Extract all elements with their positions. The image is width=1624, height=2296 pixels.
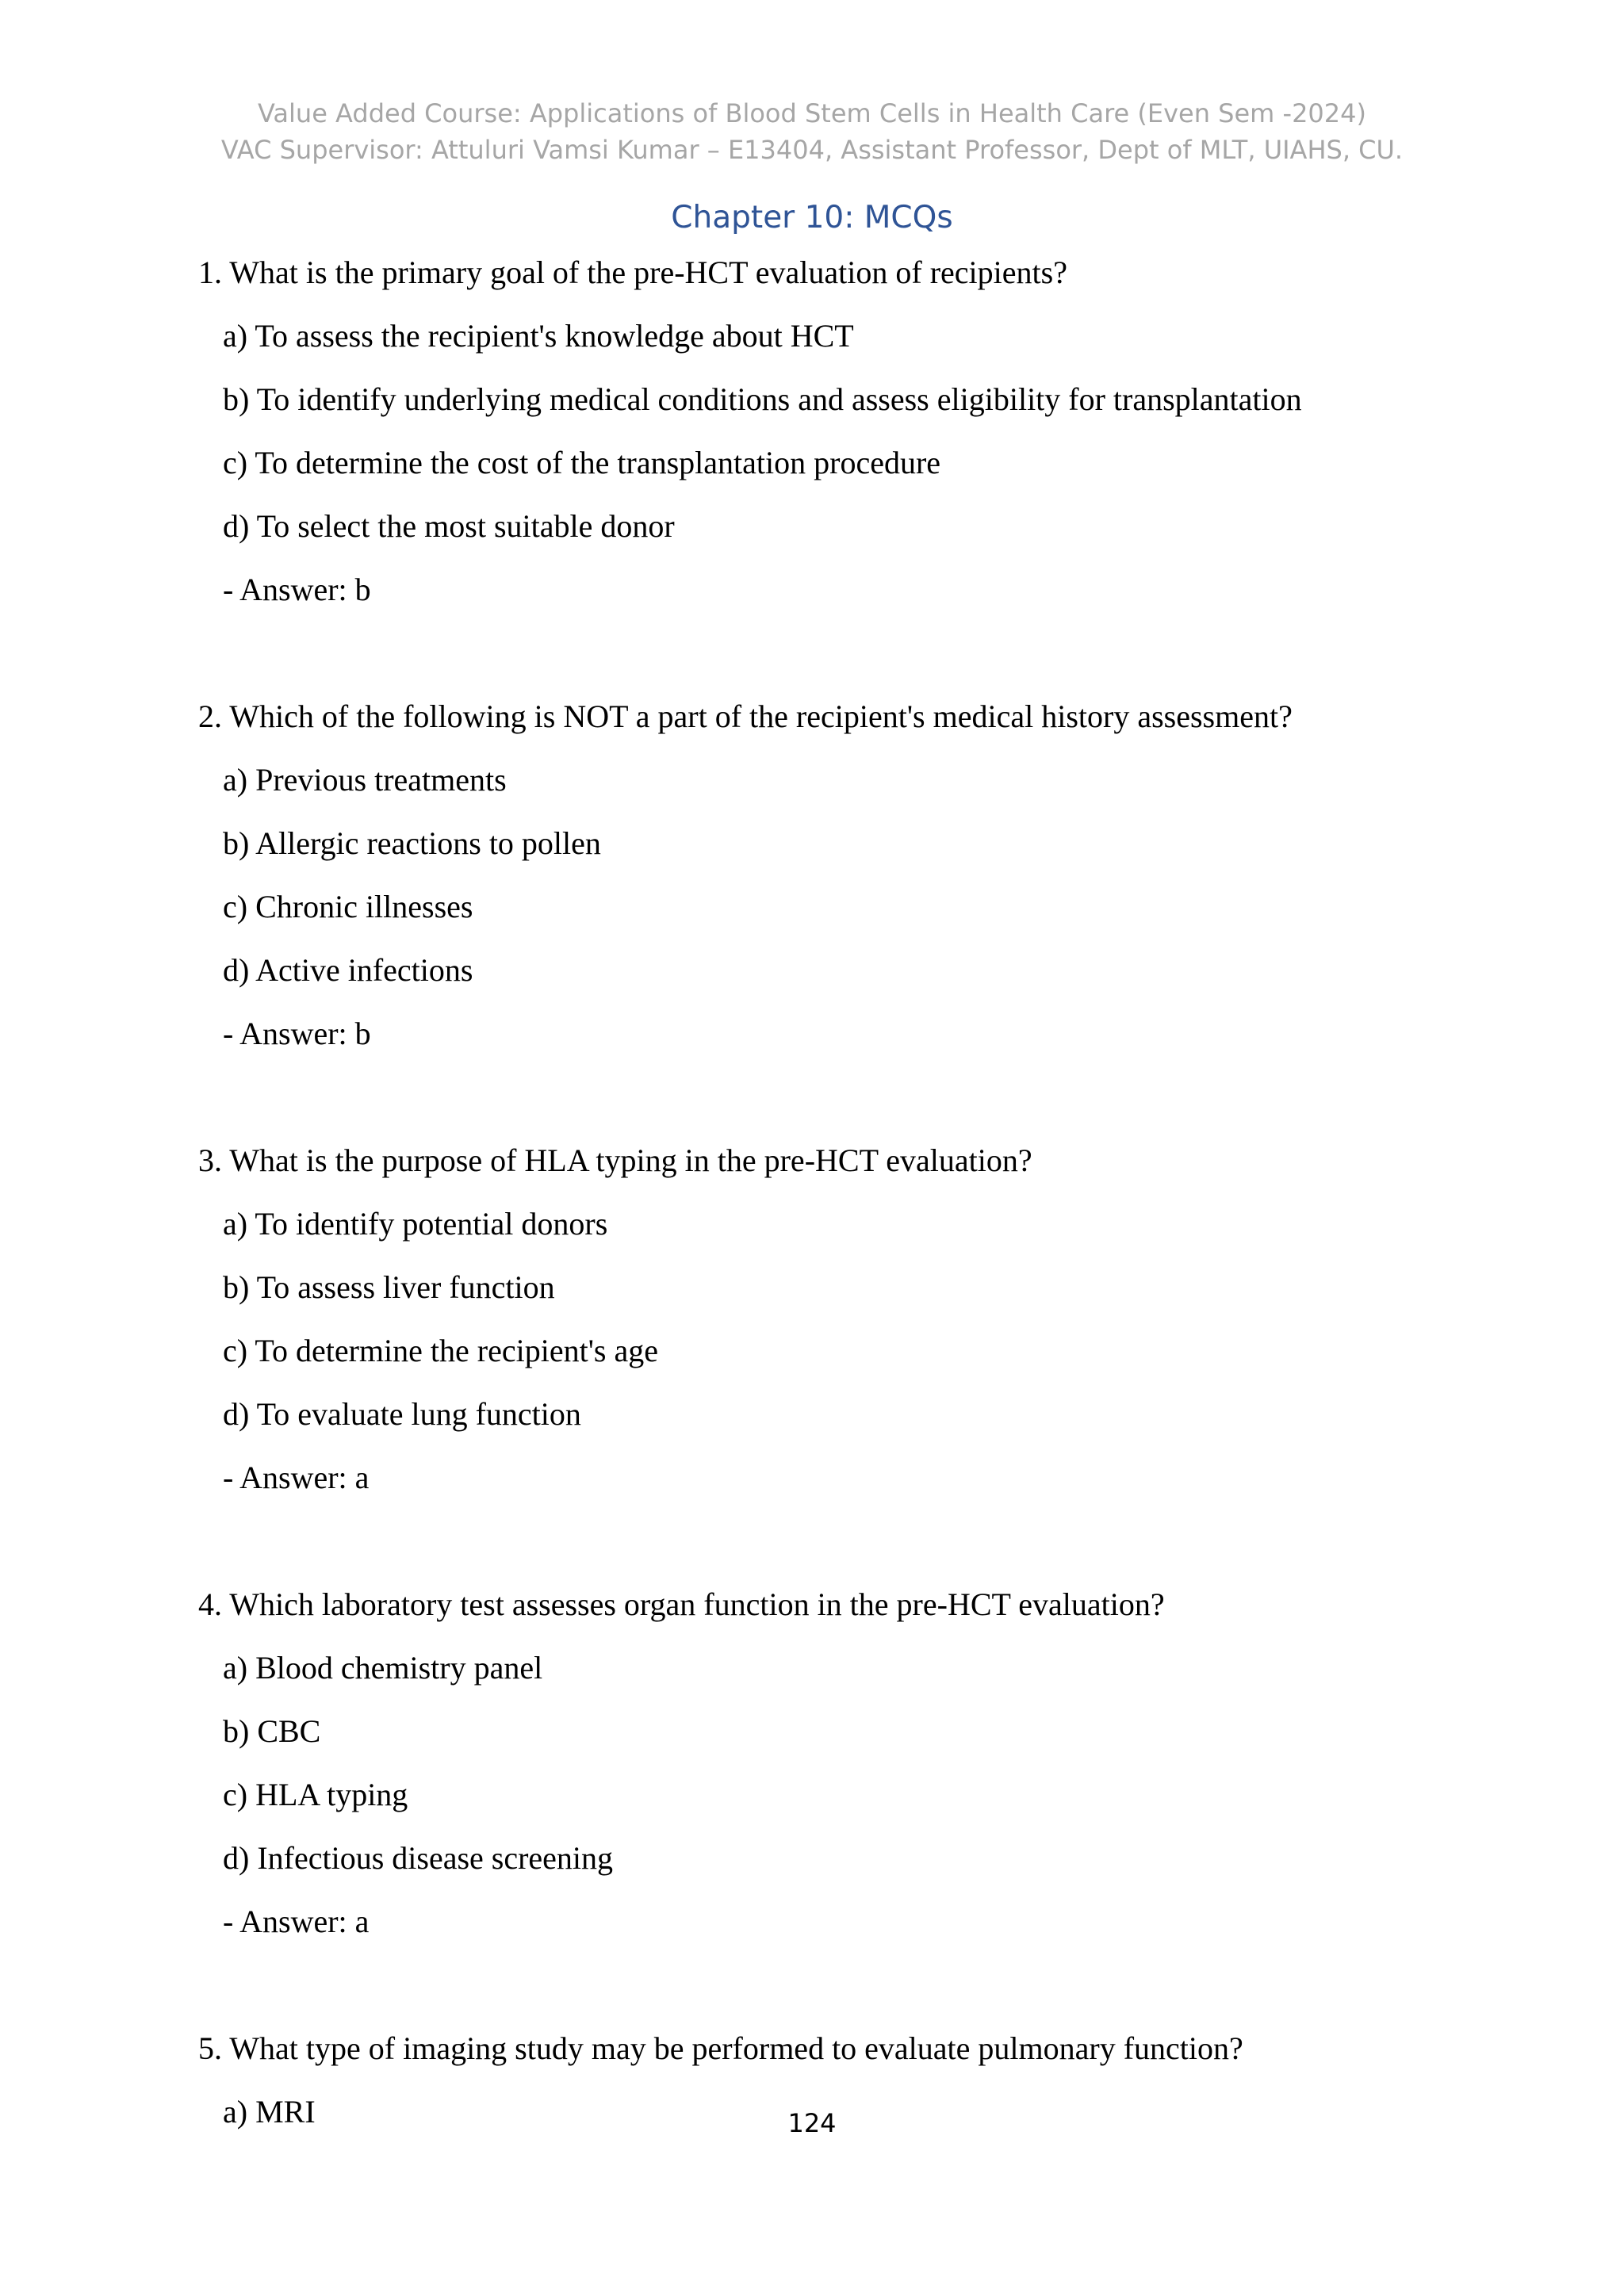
option-b: b) Allergic reactions to pollen (223, 825, 601, 861)
question-4 (198, 1573, 1546, 1954)
option-a: a) MRI (223, 2094, 316, 2130)
option-c: c) Chronic illnesses (223, 889, 473, 924)
header-supervisor-line: VAC Supervisor: Attuluri Vamsi Kumar – E13404, Assistant Professor, Dept of MLT, UIAHS, CU. (220, 135, 1404, 165)
option-c: c) HLA typing (223, 1777, 408, 1812)
option-a: a) Blood chemistry panel (223, 1650, 543, 1686)
answer-line: - Answer: a (223, 1460, 370, 1495)
option-d: d) To evaluate lung function (223, 1396, 581, 1432)
option-b: b) To assess liver function (223, 1269, 555, 1305)
question-2 (198, 685, 1546, 1066)
option-d: d) Active infections (223, 952, 473, 988)
question-text: 3. What is the purpose of HLA typing in the pre-HCT evaluation? (198, 1142, 1032, 1178)
mcq-list (198, 241, 1546, 2207)
chapter-title: Chapter 10: MCQs (671, 200, 953, 235)
answer-line: - Answer: b (223, 572, 371, 607)
option-c: c) To determine the cost of the transplantation procedure (223, 445, 941, 480)
question-text: 5. What type of imaging study may be performed to evaluate pulmonary function? (198, 2030, 1243, 2066)
question-1 (198, 241, 1546, 622)
question-text: 1. What is the primary goal of the pre-HCT evaluation of recipients? (198, 254, 1067, 290)
answer-line: - Answer: b (223, 1016, 371, 1051)
question-text: 4. Which laboratory test assesses organ function in the pre-HCT evaluation? (198, 1586, 1165, 1622)
option-d: d) To select the most suitable donor (223, 508, 675, 544)
page-header (0, 95, 1624, 168)
option-c: c) To determine the recipient's age (223, 1333, 658, 1368)
header-course-line: Value Added Course: Applications of Blood Stem Cells in Health Care (Even Sem -2024) (258, 98, 1366, 128)
option-a: a) To assess the recipient's knowledge about HCT (223, 318, 854, 354)
question-text: 2. Which of the following is NOT a part of the recipient's medical history assessment? (198, 698, 1293, 734)
option-d: d) Infectious disease screening (223, 1840, 614, 1876)
answer-line: - Answer: a (223, 1904, 370, 1939)
option-a: a) Previous treatments (223, 762, 507, 798)
option-a: a) To identify potential donors (223, 1206, 608, 1242)
option-b: b) To identify underlying medical conditions and assess eligibility for transplantation (223, 381, 1302, 417)
question-3 (198, 1129, 1546, 1510)
page-number: 124 (787, 2108, 837, 2138)
option-b: b) CBC (223, 1713, 321, 1749)
